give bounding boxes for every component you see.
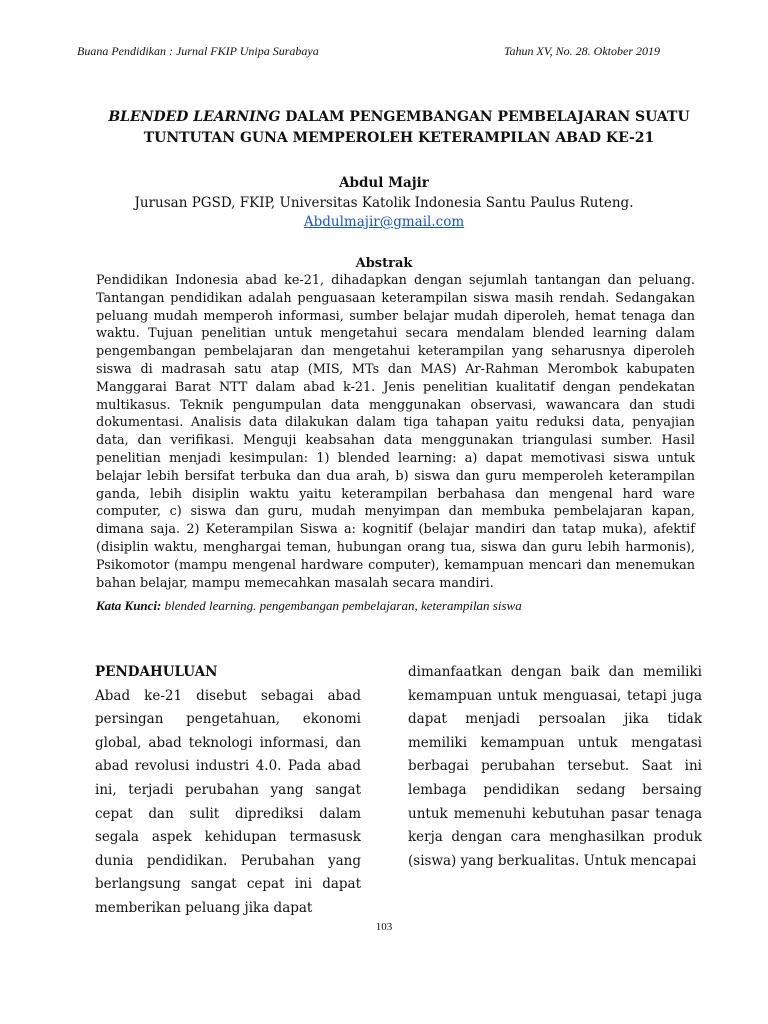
article-title (90, 107, 708, 149)
keywords (96, 598, 696, 614)
body-paragraph-left: Abad ke-21 disebut sebagai abad persingan pengetahuan, ekonomi global, abad teknologi informasi, dan abad revolusi industri 4.0. Pada abad ini, terjadi perubahan yang sangat cepat dan sulit diprediksi dalam segala aspek kehidupan termasusk dunia pendidikan. Perubahan yang berlangsung sangat cepat ini dapat memberikan peluang jika dapat (95, 687, 361, 916)
body-column-left (95, 661, 361, 921)
issue-info: Tahun XV, No. 28. Oktober 2019 (503, 44, 660, 58)
page-number: 103 (375, 921, 393, 933)
author-affiliation: Jurusan PGSD, FKIP, Universitas Katolik Indonesia Santu Paulus Ruteng. (134, 195, 634, 211)
title-italic-part: BLENDED LEARNING (108, 109, 281, 125)
keywords-text: blended learning. pengembangan pembelajaran, keterampilan siswa (161, 598, 522, 613)
author-email-line (0, 214, 768, 230)
author-email-link[interactable]: Abdulmajir@gmail.com (303, 214, 465, 230)
title-rest: DALAM PENGEMBANGAN PEMBELAJARAN SUATU TUNTUTAN GUNA MEMPEROLEH KETERAMPILAN ABAD KE-21 (143, 109, 690, 146)
body-paragraph-right: dimanfaatkan dengan baik dan memiliki kemampuan untuk menguasai, tetapi juga dapat menjadi persoalan jika tidak memiliki kemampuan untuk mengatasi berbagai perubahan tersebut. Saat ini lembaga pendidikan sedang bersaing untuk memenuhi kebutuhan pasar tenaga kerja dengan cara menghasilkan produk (siswa) yang berkualitas. Untuk mencapai (408, 664, 702, 869)
body-column-right (408, 661, 702, 873)
keywords-label: Kata Kunci: (96, 598, 162, 613)
running-header (77, 44, 660, 59)
journal-name: Buana Pendidikan : Jurnal FKIP Unipa Surabaya (77, 44, 319, 58)
author-name: Abdul Majir (339, 175, 429, 191)
abstract-heading: Abstrak (355, 256, 413, 271)
section-heading: PENDAHULUAN (95, 664, 218, 680)
abstract-text: Pendidikan Indonesia abad ke-21, dihadapkan dengan sejumlah tantangan dan peluang. Tantangan pendidikan adalah penguasaan keterampilan siswa masih rendah. Sedangakan peluang mudah memperoh informasi, sumber belajar mudah diperoleh, hemat tenaga dan waktu. Tujuan penelitian untuk mengetahui secara mendalam blended learning dalam pengembangan pembelajaran dan mengetahui keterampilan yang seharusnya diperoleh siswa di madrasah satu atap (MIS, MTs dan MAS) Ar-Rahman Merombok kabupaten Manggarai Barat NTT dalam abad k-21. Jenis penelitian kualitatif dengan pendekatan multikasus. Teknik pengumpulan data menggunakan observasi, wawancara dan studi dokumentasi. Analisis data dilakukan dalam tiga tahapan yaitu reduksi data, penyajian data, dan verifikasi. Menguji keabsahan data menggunakan triangulasi sumber. Hasil penelitian menjadi kesimpulan: 1) blended learning: a) dapat memotivasi siswa untuk belajar lebih bersifat terbuka dan dua arah, b) siswa dan guru memperoleh keterampilan ganda, lebih disiplin waktu yaitu keterampilan berbahasa dan mengenal hard ware computer, c) siswa dan guru, mudah menyimpan dan membuka pembelajaran kapan, dimana saja. 2) Keterampilan Siswa a: kognitif (belajar mandiri dan tatap muka), afektif (disiplin waktu, menghargai teman, hubungan orang tua, siswa dan guru lebih harmonis), Psikomotor (mampu mengenal hardware computer), kemampuan mencari dan menemukan bahan belajar, mampu memecahkan masalah secara mandiri. (96, 273, 695, 591)
